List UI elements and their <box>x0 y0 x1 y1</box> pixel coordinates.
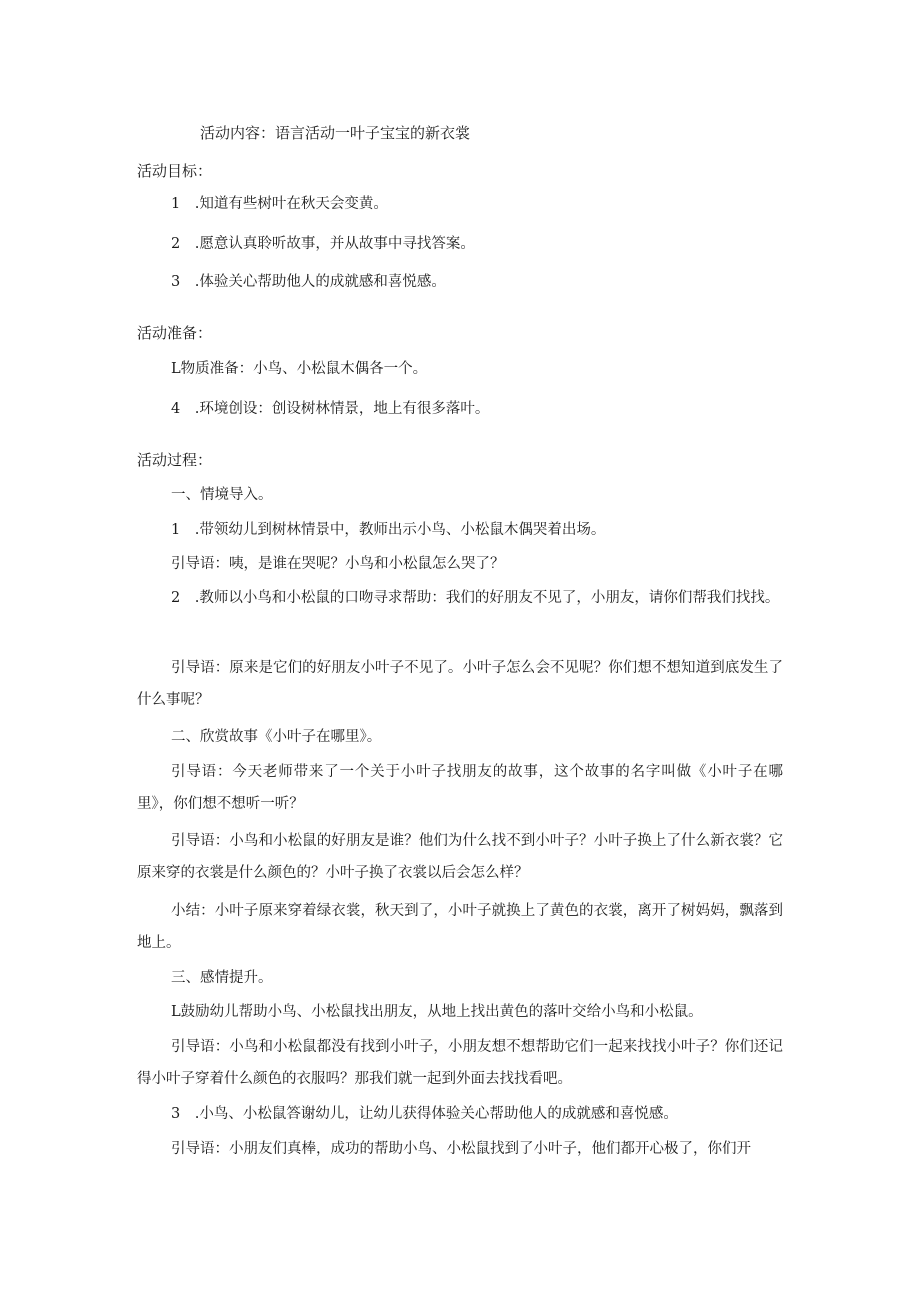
preparation-item-1: L物质准备：小鸟、小松鼠木偶各一个。 <box>171 361 428 377</box>
process-paragraph: 三、感情提升。 <box>171 970 273 986</box>
process-paragraph: 引导语：咦，是谁在哭呢？小鸟和小松鼠怎么哭了？ <box>171 556 505 572</box>
process-paragraph: 二、欣赏故事《小叶子在哪里》。 <box>171 729 382 745</box>
process-paragraph: L鼓励幼儿帮助小鸟、小松鼠找出朋友，从地上找出黄色的落叶交给小鸟和小松鼠。 <box>171 1004 703 1020</box>
process-paragraph: 3 .小鸟、小松鼠答谢幼儿，让幼儿获得体验关心帮助他人的成就感和喜悦感。 <box>171 1106 678 1122</box>
process-heading: 活动过程： <box>137 451 213 469</box>
preparation-item-2: 4 .环境创设：创设树林情景，地上有很多落叶。 <box>171 401 490 417</box>
process-paragraph: 引导语：小朋友们真棒，成功的帮助小鸟、小松鼠找到了小叶子，他们都开心极了，你们开 <box>171 1141 751 1157</box>
process-paragraph: 一、情境导入。 <box>171 487 273 503</box>
goal-item-2: 2 .愿意认真聆听故事，并从故事中寻找答案。 <box>171 236 475 252</box>
process-paragraph: 引导语：小鸟和小松鼠都没有找到小叶子，小朋友想不想帮助它们一起来找找小叶子？你们还记得小叶子穿着什么颜色的衣服吗？那我们就一起到外面去找找看吧。 <box>137 1039 783 1087</box>
goals-heading: 活动目标： <box>137 162 213 180</box>
goal-item-3: 3 .体验关心帮助他人的成就感和喜悦感。 <box>171 274 446 290</box>
process-paragraph: 引导语：今天老师带来了一个关于小叶子找朋友的故事，这个故事的名字叫做《小叶子在哪里》，你们想不想听一听？ <box>137 764 783 812</box>
process-paragraph: 2 .教师以小鸟和小松鼠的口吻寻求帮助：我们的好朋友不见了，小朋友，请你们帮我们找找。 <box>171 590 780 606</box>
process-paragraph: 1 .带领幼儿到树林情景中，教师出示小鸟、小松鼠木偶哭着出场。 <box>171 522 606 538</box>
document-title: 活动内容：语言活动一叶子宝宝的新衣裳 <box>200 124 471 142</box>
process-paragraph: 引导语：小鸟和小松鼠的好朋友是谁？他们为什么找不到小叶子？小叶子换上了什么新衣裳？它原来穿的衣裳是什么颜色的？小叶子换了衣裳以后会怎么样？ <box>137 833 783 881</box>
process-paragraph: 引导语：原来是它们的好朋友小叶子不见了。小叶子怎么会不见呢？你们想不想知道到底发生了什么事呢？ <box>137 660 783 708</box>
preparation-heading: 活动准备： <box>137 324 213 342</box>
goal-item-1: 1 .知道有些树叶在秋天会变黄。 <box>171 196 388 212</box>
process-paragraph: 小结：小叶子原来穿着绿衣裳，秋天到了，小叶子就换上了黄色的衣裳，离开了树妈妈，飘落到地上。 <box>137 903 783 951</box>
